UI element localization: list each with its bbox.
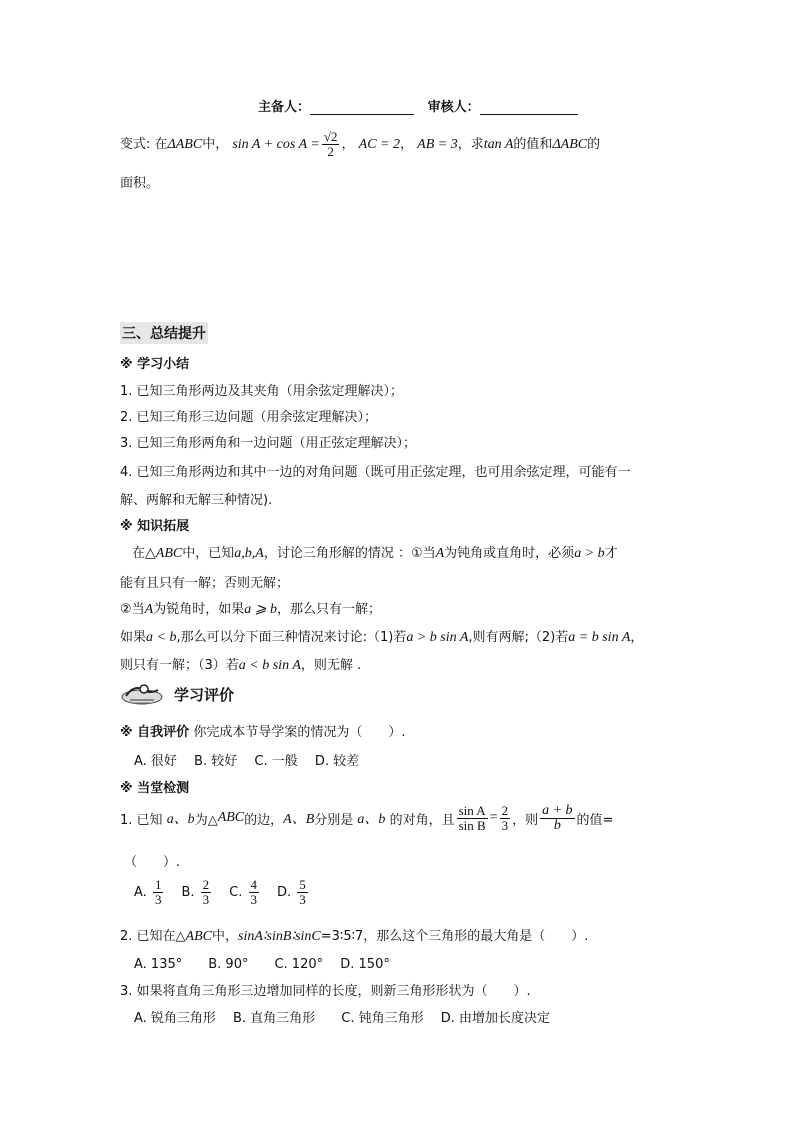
variant-ask3: 的 <box>587 137 601 152</box>
text: 中，已知 <box>182 546 235 561</box>
variant-ask1: ，求 <box>457 137 484 152</box>
ratio: sinA∶sinB∶sinC <box>238 929 321 944</box>
vars-ab: a、b <box>166 812 195 827</box>
text: =3∶5∶7，那么这个三角形的最大角是（ ）. <box>320 929 589 944</box>
frac-num: sin A <box>458 802 486 818</box>
expand-line-5 <box>120 654 361 674</box>
preparer-label: 主备人： <box>258 100 311 115</box>
variant-triangle: ΔABC <box>167 137 203 152</box>
expand-line-4 <box>120 626 643 646</box>
text: 分别是 <box>314 812 354 828</box>
option-d[interactable] <box>277 878 310 907</box>
frac-den: 3 <box>250 892 257 907</box>
option-label: B. <box>181 885 195 900</box>
study-summary-title: ※ 学习小结 <box>120 357 190 372</box>
option-a[interactable] <box>134 878 165 907</box>
frac-num: 1 <box>154 877 162 892</box>
text: ，则 <box>512 812 539 828</box>
var-A: A <box>435 546 445 561</box>
fraction-2-3 <box>500 804 511 833</box>
text: ，则无解 . <box>300 658 362 673</box>
variant-sep2: ， <box>399 137 413 152</box>
self-eval-title: ※ 自我评价 <box>120 725 190 740</box>
summary-item-4-cont: 解、两解和无解三种情况). <box>120 493 273 508</box>
frac-num: √2 <box>323 129 338 144</box>
option-c[interactable] <box>229 878 261 907</box>
text: ，讨论三角形解的情况 ：①当 <box>263 546 436 561</box>
text: 才 <box>604 546 618 561</box>
option-label: C. <box>229 885 243 900</box>
summary-item-3: 3. 已知三角形两角和一边问题（用正弦定理解决）； <box>120 436 417 451</box>
check-title: ※ 当堂检测 <box>120 781 190 796</box>
text: 的值= <box>576 812 614 828</box>
variant-sqrt2-over-2 <box>322 130 340 159</box>
question-3-options[interactable]: A. 锐角三角形 B. 直角三角形 C. 钝角三角形 D. 由增加长度决定 <box>134 1011 550 1026</box>
question-1-options[interactable] <box>134 878 310 907</box>
cond: a < b sin A <box>238 658 301 673</box>
evaluation-heading-row <box>120 680 234 708</box>
text: ， <box>630 630 644 645</box>
vars-ab: a、b <box>357 812 386 827</box>
variant-triangle-2: ΔABC <box>552 137 588 152</box>
expand-line-2: 能有且只有一解；否则无解； <box>120 576 290 591</box>
cond: a = b sin A <box>568 630 631 645</box>
question-3: 3. 如果将直角三角形三边增加同样的长度，则新三角形形状为（ ）. <box>120 984 531 999</box>
text: ②当 <box>120 602 145 617</box>
variant-sep1: ， <box>341 137 355 152</box>
frac-den: 3 <box>299 892 306 907</box>
option-label: D. <box>277 885 292 900</box>
variant-line-1 <box>120 130 600 159</box>
vars-AB: A、B <box>283 812 315 827</box>
cond: a > b sin A <box>406 630 469 645</box>
text: ,则有两解;（2)若 <box>468 630 569 645</box>
question-1 <box>120 802 613 834</box>
fraction-a-plus-b-over-b <box>540 804 574 833</box>
self-eval-line <box>120 721 405 740</box>
text: 则只有一解；（3）若 <box>120 658 239 673</box>
variant-prefix: 变式: 在 <box>120 137 168 152</box>
text: 中， <box>212 929 239 944</box>
variant-cond1-lhs: sin A + cos A = <box>232 137 320 152</box>
frac-num: 5 <box>299 877 306 892</box>
text: 1. 已知 <box>120 812 163 828</box>
triangle: ABC <box>185 929 212 944</box>
frac-den: 3 <box>501 817 509 833</box>
variant-tanA: tan A <box>483 137 514 152</box>
summary-item-1: 1. 已知三角形两边及其夹角（用余弦定理解决）； <box>120 384 404 399</box>
frac-num: 2 <box>501 802 509 818</box>
self-eval-text: 你完成本节导学案的情况为（ ）. <box>193 725 406 740</box>
text: 为钝角或直角时，必须 <box>444 546 575 561</box>
text: 的边， <box>244 812 284 828</box>
variant-ask2: 的值和 <box>513 137 553 152</box>
question-2 <box>120 925 588 945</box>
ineq: a < b <box>146 630 177 645</box>
expand-line-3 <box>120 598 381 618</box>
summary-item-2: 2. 已知三角形三边问题（用余弦定理解决）； <box>120 410 378 425</box>
self-eval-options[interactable]: A. 很好 B. 较好 C. 一般 D. 较差 <box>134 754 360 769</box>
text: ，那么只有一解； <box>276 602 381 617</box>
frac-den: b <box>553 817 561 833</box>
frac-num: a + b <box>542 802 573 818</box>
reviewer-blank[interactable] <box>480 114 578 115</box>
equals: = <box>489 810 498 825</box>
text: 如果 <box>120 630 147 645</box>
frac-den: 2 <box>327 144 334 159</box>
frac-num: 4 <box>250 877 257 892</box>
expand-title: ※ 知识拓展 <box>120 519 190 534</box>
reviewer-label: 审核人： <box>427 100 480 115</box>
var-A: A <box>144 602 154 617</box>
option-fraction <box>153 878 164 907</box>
option-fraction <box>297 878 308 907</box>
ineq: a > b <box>574 546 605 561</box>
option-label: A. <box>134 885 147 900</box>
study-evaluation-icon <box>120 680 164 708</box>
frac-den: sin B <box>458 817 486 833</box>
text: 在 <box>132 546 146 561</box>
ineq: a ⩾ b <box>244 602 277 617</box>
question-1-paren: （ ）. <box>124 855 181 870</box>
text: 2. 已知在△ <box>120 929 186 944</box>
vars: a,b,A <box>234 546 264 561</box>
text: 的对角，且 <box>389 812 455 828</box>
variant-cond2: AC = 2 <box>358 137 400 152</box>
text: 为锐角时，如果 <box>153 602 245 617</box>
preparer-blank[interactable] <box>310 114 414 115</box>
frac-den: 3 <box>154 892 162 907</box>
option-fraction <box>201 878 212 907</box>
expand-line-1 <box>132 542 618 562</box>
frac-den: 3 <box>202 892 210 907</box>
text: ,那么可以分下面三种情况来讨论:（1)若 <box>176 630 407 645</box>
variant-cond3: AB = 3 <box>417 137 458 152</box>
triangle: ABC <box>217 810 245 825</box>
frac-num: 2 <box>202 877 210 892</box>
option-fraction <box>249 878 260 907</box>
summary-heading: 三、总结提升 <box>120 322 208 344</box>
variant-mid: 中， <box>202 137 229 152</box>
text: 为△ <box>194 812 218 828</box>
option-b[interactable] <box>181 878 213 907</box>
summary-item-4: 4. 已知三角形两边和其中一边的对角问题（既可用正弦定理，也可用余弦定理，可能有一 <box>120 465 631 480</box>
evaluation-heading: 学习评价 <box>174 685 235 704</box>
triangle: △ABC <box>145 546 183 561</box>
fraction-sinA-sinB <box>457 804 488 833</box>
question-2-options[interactable]: A. 135° B. 90° C. 120° D. 150° <box>134 957 390 972</box>
header-line <box>258 96 578 115</box>
variant-line-2: 面积。 <box>120 176 160 191</box>
